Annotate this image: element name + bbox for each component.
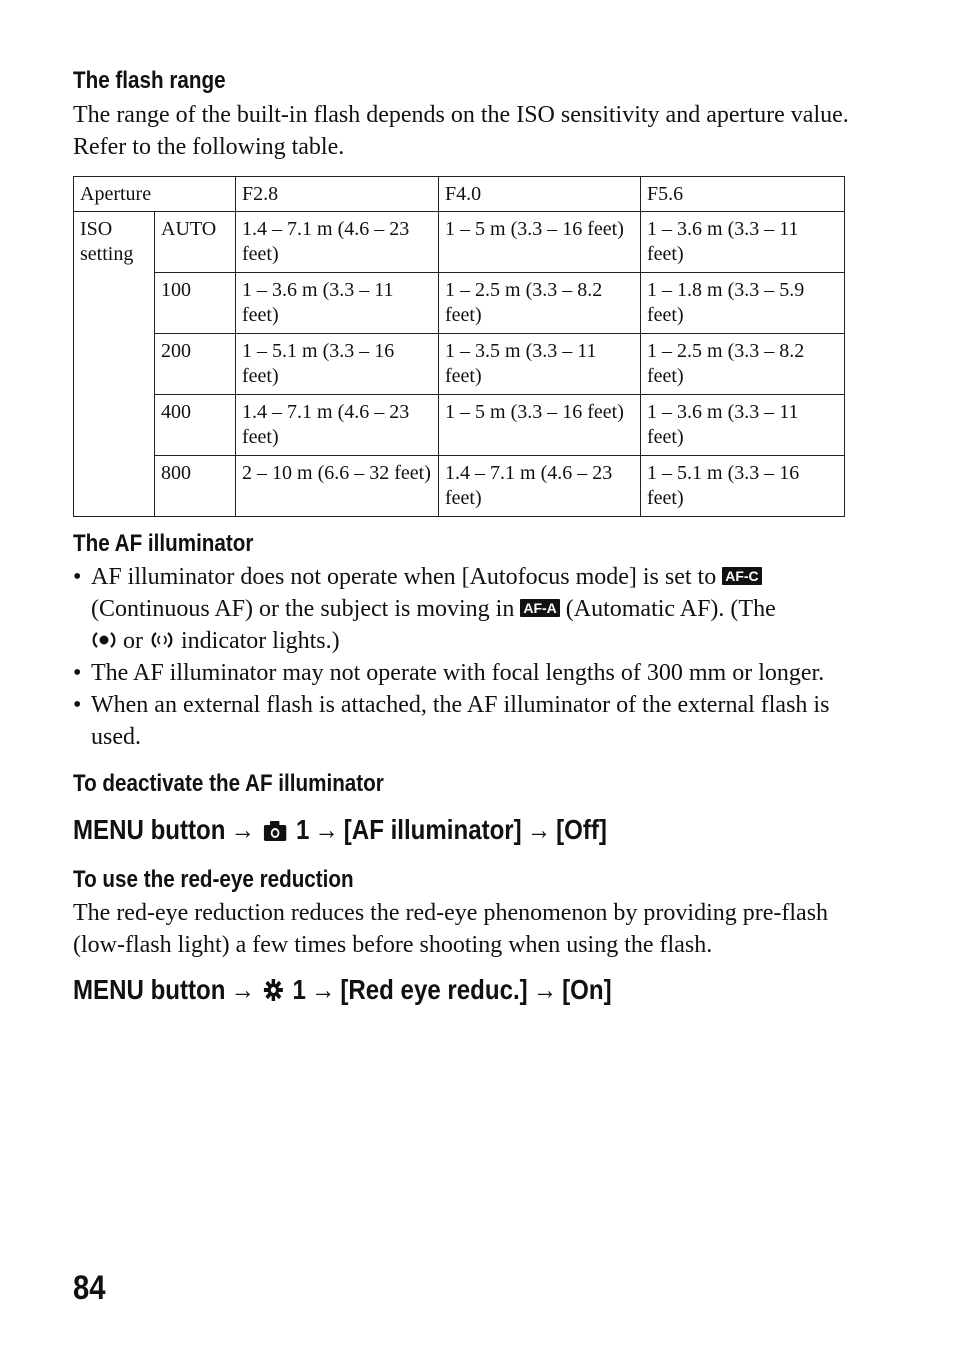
menu-tab-number: 1: [295, 814, 310, 845]
af-illuminator-list: [73, 561, 863, 753]
iso-value: 800: [155, 456, 236, 517]
menu-value-label: [On]: [562, 974, 612, 1005]
iso-value: AUTO: [155, 212, 236, 273]
arrow-icon: →: [230, 974, 255, 1005]
bullet-text: AF illuminator does not operate when [Autofocus mode] is set to: [91, 564, 723, 590]
red-eye-menu-path: [73, 973, 612, 1007]
table-row: [74, 273, 845, 334]
deactivate-heading: To deactivate the AF illuminator: [73, 770, 384, 797]
table-row: [74, 456, 845, 517]
iso-setting-label: ISO setting: [74, 212, 155, 517]
table-cell: 1.4 – 7.1 m (4.6 – 23 feet): [236, 212, 439, 273]
menu-button-label: MENU button: [73, 974, 226, 1005]
aperture-label: Aperture: [74, 177, 236, 212]
table-cell: 1 – 5 m (3.3 – 16 feet): [439, 212, 641, 273]
menu-tab-number: 1: [292, 974, 306, 1005]
table-row: [74, 212, 845, 273]
flash-range-body: The range of the built-in flash depends on the ISO sensitivity and aperture value. Refer to the following table.: [73, 102, 849, 160]
menu-item-label: [AF illuminator]: [343, 814, 522, 845]
red-eye-body: The red-eye reduction reduces the red-eye phenomenon by providing pre-flash (low-flash light) a few times before shooting when using the flash.: [73, 900, 829, 958]
afa-badge-icon: AF-A: [520, 599, 559, 617]
gear-icon: [263, 978, 284, 1002]
af-illuminator-heading: The AF illuminator: [73, 530, 254, 557]
table-cell: 1 – 2.5 m (3.3 – 8.2 feet): [439, 273, 641, 334]
arrow-icon: →: [532, 974, 557, 1005]
page-number: 84: [73, 1269, 106, 1307]
column-header: F2.8: [236, 177, 439, 212]
table-cell: 2 – 10 m (6.6 – 32 feet): [236, 456, 439, 517]
table-cell: 1 – 3.5 m (3.3 – 11 feet): [439, 334, 641, 395]
red-eye-heading: To use the red-eye reduction: [73, 866, 354, 893]
table-cell: 1 – 3.6 m (3.3 – 11 feet): [236, 273, 439, 334]
menu-value-label: [Off]: [556, 814, 607, 845]
flash-range-heading: The flash range: [73, 67, 226, 94]
table-cell: 1 – 5.1 m (3.3 – 16 feet): [236, 334, 439, 395]
bullet-text: or: [117, 628, 149, 654]
list-item: • When an external flash is attached, the AF illuminator of the external flash is used.: [73, 689, 863, 753]
table-cell: 1 – 5 m (3.3 – 16 feet): [439, 395, 641, 456]
table-header-row: [74, 177, 845, 212]
focus-tracking-indicator-icon: [149, 630, 175, 650]
arrow-icon: →: [526, 814, 551, 845]
bullet-text: indicator lights.): [175, 628, 340, 654]
table-cell: 1 – 1.8 m (3.3 – 5.9 feet): [641, 273, 845, 334]
arrow-icon: →: [314, 814, 339, 845]
menu-item-label: [Red eye reduc.]: [340, 974, 528, 1005]
focus-locked-indicator-icon: [91, 630, 117, 650]
table-cell: 1 – 2.5 m (3.3 – 8.2 feet): [641, 334, 845, 395]
table-row: [74, 334, 845, 395]
table-cell: 1.4 – 7.1 m (4.6 – 23 feet): [236, 395, 439, 456]
arrow-icon: →: [230, 814, 255, 845]
table-cell: 1 – 3.6 m (3.3 – 11 feet): [641, 395, 845, 456]
column-header: F5.6: [641, 177, 845, 212]
flash-range-table: [73, 176, 845, 517]
table-cell: 1 – 5.1 m (3.3 – 16 feet): [641, 456, 845, 517]
iso-value: 200: [155, 334, 236, 395]
table-cell: 1 – 3.6 m (3.3 – 11 feet): [641, 212, 845, 273]
table-cell: 1.4 – 7.1 m (4.6 – 23 feet): [439, 456, 641, 517]
deactivate-menu-path: [73, 813, 607, 847]
list-item: • The AF illuminator may not operate with focal lengths of 300 mm or longer.: [73, 657, 863, 689]
column-header: F4.0: [439, 177, 641, 212]
camera-icon: [263, 820, 287, 842]
list-item: [73, 561, 863, 657]
bullet-text: (Continuous AF) or the subject is moving in: [91, 596, 521, 622]
menu-button-label: MENU button: [73, 814, 226, 845]
arrow-icon: →: [311, 974, 336, 1005]
iso-value: 100: [155, 273, 236, 334]
iso-value: 400: [155, 395, 236, 456]
bullet-text: (Automatic AF). (The: [559, 596, 776, 622]
afc-badge-icon: AF-C: [722, 567, 761, 585]
table-row: [74, 395, 845, 456]
